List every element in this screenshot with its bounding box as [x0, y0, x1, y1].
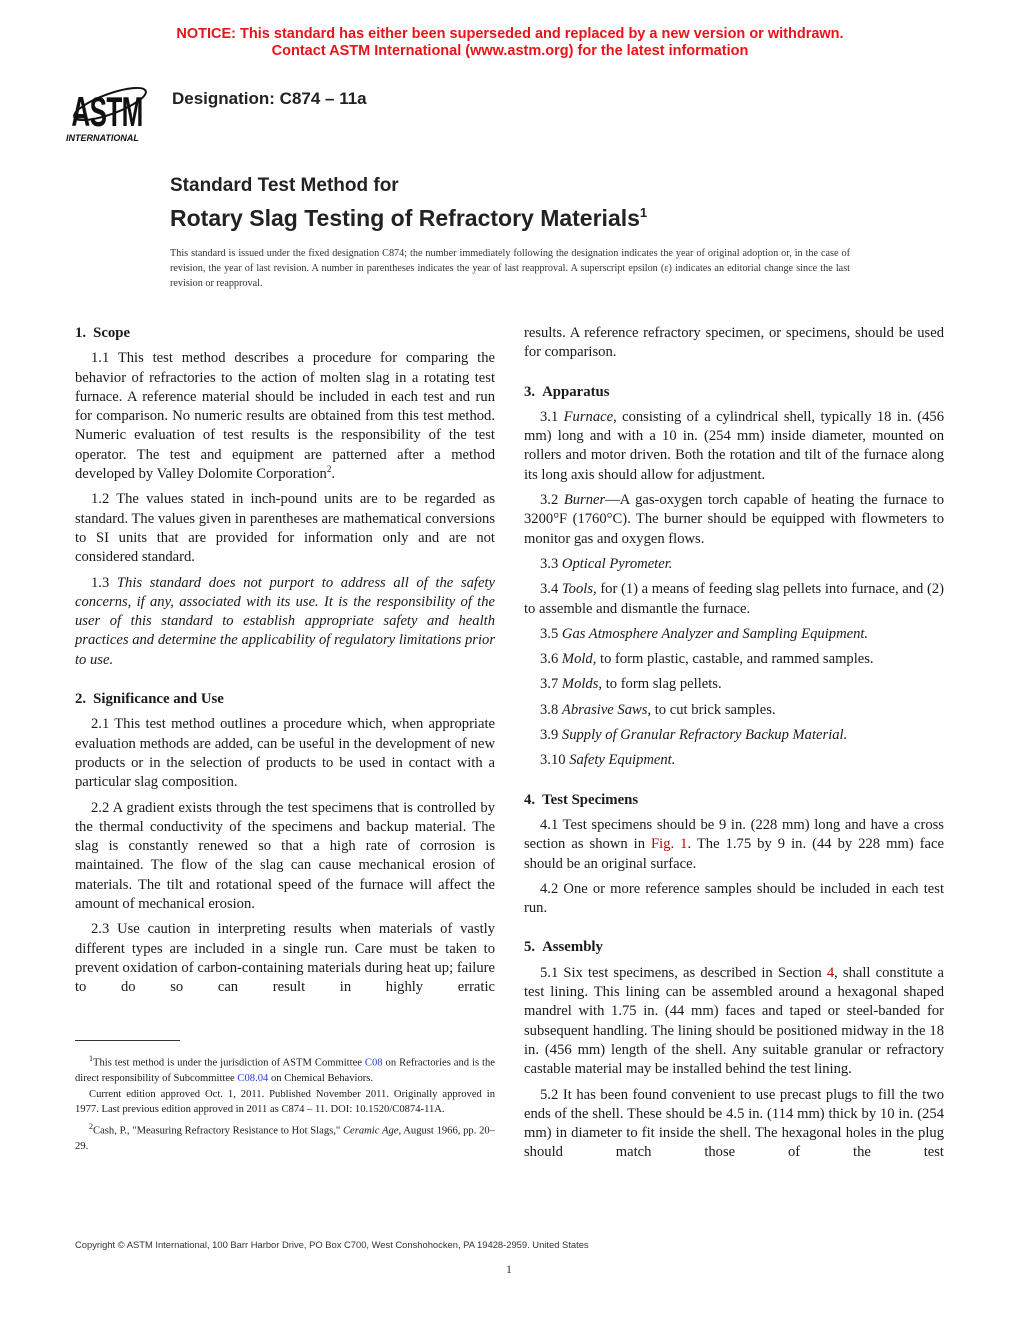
- astm-logo: [64, 74, 164, 146]
- apparatus-item-3-1: 3.1 Furnace, consisting of a cylindrical shell, typically 18 in. (456 mm) long and with a 10 in. (254 mm) inside diameter, mounted on rollers and motor driven. Both the rotation and tilt of the furnace along its long axis should allow for adjustment.: [524, 408, 944, 483]
- apparatus-item-3-10: 3.10 Safety Equipment.: [540, 752, 676, 769]
- section-heading-apparatus: 3. Apparatus: [524, 383, 610, 400]
- title-footnote-mark: 1: [639, 205, 648, 220]
- apparatus-item-3-5: 3.5 Gas Atmosphere Analyzer and Sampling Equipment.: [540, 625, 869, 642]
- committee-c08-link[interactable]: C08: [364, 1057, 383, 1069]
- document-title: [170, 174, 647, 233]
- paragraph-1-1: 1.1 This test method describes a procedure for comparing the behavior of refractories to the action of molten slag in a rotating test furnace. A reference material should be included in each test and run for comparison. No numeric results are obtained from this test method. Numeric evaluation of test results is the responsibility of the test operator. The test and equipment are patterned after a method developed by Valley Dolomite Corporation$^2$.: [75, 350, 495, 483]
- section-heading-assembly: 5. Assembly: [524, 939, 603, 956]
- notice-line-1: NOTICE: This standard has either been superseded and replaced by a new version or withdrawn.: [176, 26, 844, 42]
- fig-1-link[interactable]: Fig. 1: [651, 836, 688, 853]
- paragraph-1-3: 1.3 This standard does not purport to address all of the safety concerns, if any, associated with its use. It is the responsibility of the user of this standard to establish appropriate safety and health practices and determine the applicability of regulatory limitations prior to use.: [75, 574, 495, 668]
- apparatus-item-3-8: 3.8 Abrasive Saws, to cut brick samples.: [540, 701, 776, 718]
- apparatus-item-3-3: 3.3 Optical Pyrometer.: [540, 555, 673, 572]
- footnote-rule: [75, 1040, 180, 1041]
- paragraph-5-2: 5.2 It has been found convenient to use precast plugs to fill the two ends of the shell. These should be 4.5 in. (114 mm) thick by 10 in. (254 mm) in diameter to fit inside the shell. The hexagonal holes in the plug should match those of the test: [524, 1086, 944, 1161]
- left-column: [75, 324, 495, 1004]
- apparatus-item-3-9: 3.9 Supply of Granular Refractory Backup Material.: [540, 727, 848, 744]
- astm-international-logo-icon: [64, 74, 164, 146]
- subcommittee-c08-04-link[interactable]: C08.04: [237, 1072, 269, 1084]
- page-number: 1: [506, 1262, 512, 1276]
- apparatus-item-3-4: 3.4 Tools, for (1) a means of feeding slag pellets into furnace, and (2) to assemble and dismantle the furnace.: [524, 581, 944, 617]
- section-heading-test-specimens: 4. Test Specimens: [524, 791, 639, 808]
- title-line-1: Standard Test Method for: [170, 175, 399, 196]
- footnote-ref-2[interactable]: 2: [326, 464, 332, 475]
- section-heading-scope: 1. Scope: [75, 325, 131, 341]
- section-4-link[interactable]: 4: [826, 964, 835, 981]
- notice-line-2: Contact ASTM International (www.astm.org) for the latest information: [271, 43, 749, 59]
- footnote-1: $^1$This test method is under the jurisdiction of ASTM Committee C08 on Refractories and is the direct responsibility of Subcommittee C08.04 on Chemical Behaviors.: [75, 1054, 495, 1084]
- paragraph-2-2: 2.2 A gradient exists through the test specimens that is controlled by the thermal conductivity of the specimens and backup material. The slag is constantly renewed so that a high rate of corrosion is maintained. The flow of the slag can cause mechanical erosion of materials. The tilt and rotational speed of the furnace will affect the amount of mechanical erosion.: [75, 799, 495, 913]
- footnote-2: $^2$Cash, P., "Measuring Refractory Resistance to Hot Slags," Ceramic Age, August 1966, pp. 20–29.: [75, 1121, 495, 1152]
- edition-note: Current edition approved Oct. 1, 2011. Published November 2011. Originally approved in 1977. Last previous edition approved in 2011 as C874 – 11. DOI: 10.1520/C0874-11A.: [75, 1089, 495, 1116]
- apparatus-item-3-6: 3.6 Mold, to form plastic, castable, and rammed samples.: [540, 651, 874, 668]
- title-line-2: Rotary Slag Testing of Refractory Materials$^1$: [170, 205, 648, 231]
- copyright-notice: Copyright © ASTM International, 100 Barr Harbor Drive, PO Box C700, West Conshohocken, PA 19428-2959. United States: [75, 1239, 589, 1250]
- paragraph-5-1: 5.1 Six test specimens, as described in Section 4, shall constitute a test lining. This lining can be assembled around a hexagonal shaped mandrel with 1.75 in. (44 mm) faces and taped or steel-banded for subsequent handling. The lining should be positioned midway in the 18 in. (456 mm) length of the shell. Any suitable granular or refractory castable material may be installed behind the test lining.: [524, 964, 944, 1078]
- apparatus-item-3-2: 3.2 Burner—A gas-oxygen torch capable of heating the furnace to 3200°F (1760°C). The burner should be equipped with flowmeters to monitor gas and oxygen flows.: [524, 492, 944, 547]
- paragraph-4-1: 4.1 Test specimens should be 9 in. (228 mm) long and have a cross section as shown in Fig. 1. The 1.75 by 9 in. (44 by 228 mm) face should be an original surface.: [524, 816, 944, 872]
- section-heading-significance: 2. Significance and Use: [75, 691, 224, 708]
- svg-text:ASTM: ASTM: [71, 88, 144, 136]
- svg-text:INTERNATIONAL: INTERNATIONAL: [66, 133, 139, 143]
- apparatus-item-3-7: 3.7 Molds, to form slag pellets.: [540, 676, 722, 693]
- paragraph-2-3-continued: results. A reference refractory specimen, or specimens, should be used for comparison.: [524, 325, 944, 361]
- supersession-notice: [0, 26, 1020, 60]
- issued-note: This standard is issued under the fixed designation C874; the number immediately following the designation indicates the year of original adoption or, in the case of revision, the year of last revision. A number in parentheses indicates the year of last reapproval. A superscript epsilon (ε) indicates an editorial change since the last revision or reapproval.: [170, 248, 850, 289]
- footnotes: [75, 1051, 495, 1155]
- paragraph-2-3: 2.3 Use caution in interpreting results when materials of vastly different types are included in a single run. Care must be taken to prevent oxidation of carbon-containing materials during heat up; failure to do so can result in highly erratic: [75, 921, 495, 996]
- paragraph-1-2: 1.2 The values stated in inch-pound units are to be regarded as standard. The values given in parentheses are mathematical conversions to SI units that are provided for information only and are not considered standard.: [75, 491, 495, 566]
- paragraph-4-2: 4.2 One or more reference samples should be included in each test run.: [524, 880, 944, 917]
- paragraph-2-1: 2.1 This test method outlines a procedure which, when appropriate evaluation methods are added, can be useful in the development of new products or in the selection of products to be used in contact with a particular slag composition.: [75, 716, 495, 791]
- right-column: [524, 324, 944, 1169]
- designation: Designation: C874 – 11a: [172, 89, 367, 108]
